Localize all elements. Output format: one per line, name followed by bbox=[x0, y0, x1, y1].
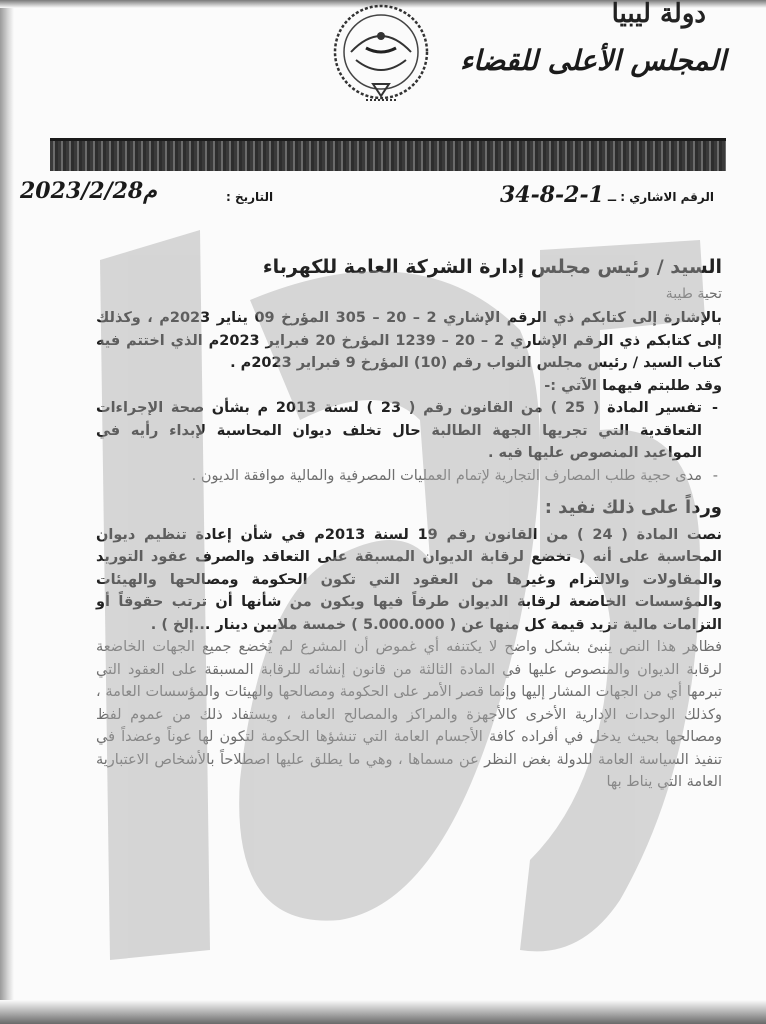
requests-list bbox=[96, 397, 722, 487]
requests-intro: وقد طلبتم فيهما الآتي :- bbox=[544, 377, 722, 394]
list-item: - تفسير المادة ( 25 ) من القانون رقم ( 23 ) لسنة 2013 م بشأن صحة الإجراءات التعاقدية التي تجريها الجهة الطالبة حال تخلف ديوان المحاسبة لإبداء رأيه في المواعيد المنصوص عليها فيه . bbox=[96, 397, 702, 465]
scan-shadow-bottom bbox=[0, 1000, 766, 1024]
letter-intro: بالإشارة إلى كتابكم ذي الرقم الإشاري 2 – 20 – 305 المؤرخ 09 يناير 2023م ، وكذلك إلى كتابكم ذي الرقم الإشاري 2 – 20 – 1239 المؤرخ 20 فبراير 2023م الذي اختتم فيه كتاب السيد / رئيس مجلس النواب رقم (10) المؤرخ 9 فبراير 2023م . bbox=[96, 310, 723, 371]
header-council-name: المجلس الأعلى للقضاء bbox=[459, 44, 726, 77]
reference-value: 34-8-2-1 bbox=[500, 182, 604, 208]
scan-shadow-left bbox=[0, 0, 14, 1024]
date-label: التاريخ : bbox=[226, 190, 274, 204]
reference-label: الرقم الاشاري : ــ bbox=[607, 190, 714, 204]
header-country: دولة ليبيا bbox=[611, 0, 706, 29]
emblem-seal-icon bbox=[326, 0, 436, 110]
list-item: - مدى حجية طلب المصارف التجارية لإتمام العمليات المصرفية والمالية موافقة الديون . bbox=[96, 465, 702, 488]
paragraph-article-24: نصت المادة ( 24 ) من القانون رقم 19 لسنة 2013م في شأن إعادة تنظيم ديوان المحاسبة على أنه ( تخضع لرقابة الديوان المسبقة على التعاقد والصرف عقود التوريد والمقاولات والالتزام وغيرها من العقود التي تكون الحكومة ومصالحها والهيئات والمؤسسات الخاضعة لرقابة الديوان طرفاً فيها ويكون من شأنها أن ترتب حقوقاً أو التزامات مالية تزيد قيمة كل منها عن ( 5.000.000 ) خمسة ملايين دينار ...إلخ ) . bbox=[96, 526, 722, 633]
header-rule-band bbox=[50, 138, 726, 171]
paragraph-interpretation: فظاهر هذا النص ينبئ بشكل واضح لا يكتنفه أي غموض أن المشرع لم يُخضع جميع الجهات الخاضعة لرقابة الديوان والمنصوص عليها في المادة الثالثة من قانون إنشائه للرقابة المسبقة على العقود التي تبرمها أي من الجهات المشار إليها وإنما قصر الأمر على الحكومة ومصالحها والهيئات والمؤسسات العامة ، وكذلك الوحدات الإدارية الأخرى كالأجهزة والمراكز والمصالح العامة ، ويستفاد ذلك من عموم لفظ ومصالحها بحيث يدخل في أفراده كافة الأجسام العامة التي تنشؤها الحكومة لتكون لها عوناً وعضداً في تنفيذ السياسة العامة للدولة بغض النظر عن مسماها ، وهي ما يطلق عليها اصطلاحاً بالأشخاص الاعتبارية العامة التي يناط بها bbox=[96, 639, 722, 790]
letter-body bbox=[96, 256, 722, 794]
letter-greeting: تحية طيبة bbox=[665, 285, 722, 302]
letter-addressee: السيد / رئيس مجلس إدارة الشركة العامة للكهرباء bbox=[262, 256, 722, 278]
conclusion-heading: ورداً على ذلك نفيد : bbox=[544, 497, 722, 518]
date-value: 2023/2/28م bbox=[20, 178, 157, 204]
